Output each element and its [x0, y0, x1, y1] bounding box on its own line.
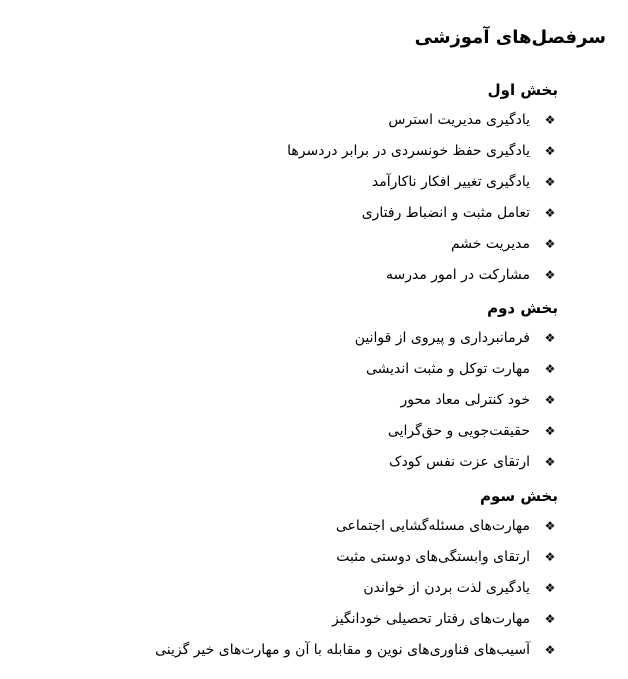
diamond-bullet-icon: ❖: [544, 393, 556, 407]
list-item: [10, 198, 558, 229]
list-item: [10, 635, 558, 666]
diamond-bullet-icon: ❖: [544, 581, 556, 595]
list-item: [10, 573, 558, 604]
section-1-list: [10, 105, 558, 291]
section-heading: بخش دوم: [487, 299, 558, 317]
diamond-bullet-icon: ❖: [544, 424, 556, 438]
list-item-text: مهارت‌های مسئله‌گشایی اجتماعی: [335, 518, 530, 534]
diamond-bullet-icon: ❖: [544, 455, 556, 469]
list-item-text: یادگیری تغییر افکار ناکارآمد: [371, 174, 530, 190]
diamond-bullet-icon: ❖: [544, 612, 556, 626]
list-item-text: یادگیری مدیریت استرس: [388, 112, 530, 128]
list-item: [10, 416, 558, 447]
list-item: [10, 542, 558, 573]
list-item-text: حقیقت‌جویی و حق‌گرایی: [387, 423, 530, 439]
list-item: [10, 323, 558, 354]
diamond-bullet-icon: ❖: [544, 268, 556, 282]
diamond-bullet-icon: ❖: [544, 362, 556, 376]
diamond-bullet-icon: ❖: [544, 237, 556, 251]
list-item: [10, 447, 558, 478]
list-item-text: آسیب‌های فناوری‌های نوین و مقابله با آن و مهارت‌های خیر گزینی: [155, 642, 530, 658]
section-2: [10, 293, 558, 478]
diamond-bullet-icon: ❖: [544, 331, 556, 345]
diamond-bullet-icon: ❖: [544, 113, 556, 127]
list-item-text: یادگیری لذت بردن از خواندن: [363, 580, 530, 596]
list-item-text: خود کنترلی معاد محور: [400, 392, 530, 408]
list-item-text: مهارت توکل و مثبت اندیشی: [365, 361, 530, 377]
diamond-bullet-icon: ❖: [544, 144, 556, 158]
diamond-bullet-icon: ❖: [544, 206, 556, 220]
diamond-bullet-icon: ❖: [544, 519, 556, 533]
section-2-list: [10, 323, 558, 478]
diamond-bullet-icon: ❖: [544, 175, 556, 189]
diamond-bullet-icon: ❖: [544, 643, 556, 657]
section-1: [10, 75, 558, 291]
list-item-text: تعامل مثبت و انضباط رفتاری: [361, 205, 530, 221]
list-item-text: مدیریت خشم: [450, 236, 530, 252]
list-item: [10, 167, 558, 198]
list-item-text: مهارت‌های رفتار تحصیلی خودانگیز: [331, 611, 530, 627]
section-heading: بخش سوم: [479, 487, 558, 505]
list-item-text: مشارکت در امور مدرسه: [386, 267, 530, 283]
list-item: [10, 385, 558, 416]
list-item: [10, 604, 558, 635]
page-title: سرفصل‌های آموزشی: [414, 27, 606, 48]
section-3-list: [10, 511, 558, 666]
section-3: [10, 481, 558, 666]
list-item: [10, 229, 558, 260]
list-item: [10, 260, 558, 291]
diamond-bullet-icon: ❖: [544, 550, 556, 564]
section-heading: بخش اول: [487, 81, 558, 99]
list-item: [10, 105, 558, 136]
list-item-text: ارتقای عزت نفس کودک: [389, 454, 530, 470]
list-item-text: ارتقای وابستگی‌های دوستی مثبت: [336, 549, 530, 565]
list-item: [10, 511, 558, 542]
list-item: [10, 354, 558, 385]
list-item-text: یادگیری حفظ خونسردی در برابر دردسرها: [287, 143, 530, 159]
list-item-text: فرمانبرداری و پیروی از قوانین: [354, 330, 530, 346]
list-item: [10, 136, 558, 167]
